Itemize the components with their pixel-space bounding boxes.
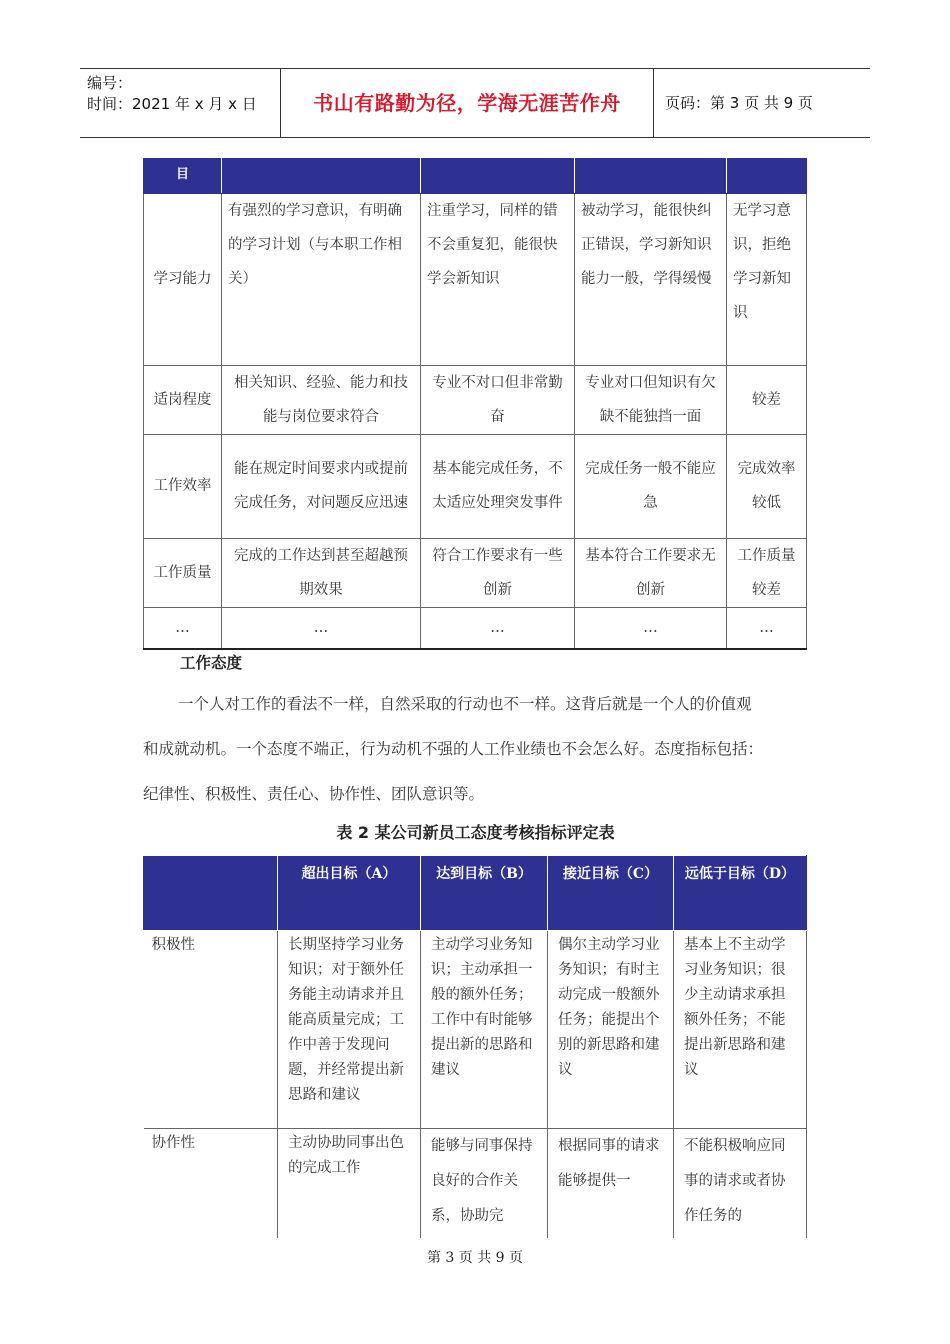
cell-b: 符合工作要求有一些创新 <box>421 538 575 607</box>
cell-d: 基本上不主动学习业务知识；很少主动请求承担额外任务；不能提出新思路和建议 <box>674 931 807 1129</box>
table-row <box>144 931 807 1129</box>
table-row <box>144 607 807 649</box>
cell-b: 基本能完成任务，不太适应处理突发事件 <box>421 434 575 538</box>
page-footer: 第 3 页 共 9 页 <box>426 1250 524 1266</box>
table-header-cell: 远低于目标（D） <box>674 856 807 931</box>
cell-c: … <box>575 607 727 649</box>
table-header-cell <box>144 856 278 931</box>
paragraph-line: 纪律性、积极性、责任心、协作性、团队意识等。 <box>143 785 485 803</box>
table-header-cell: 目 <box>144 158 222 193</box>
cell-a: 主动协助同事出色的完成工作 <box>278 1129 421 1239</box>
cell-a: 完成的工作达到甚至超越预期效果 <box>222 538 421 607</box>
cell-b: 专业不对口但非常勤奋 <box>421 365 575 434</box>
header-meta <box>80 69 281 137</box>
cell-a: 能在规定时间要求内或提前完成任务，对问题反应迅速 <box>222 434 421 538</box>
cell-d: … <box>727 607 807 649</box>
table-header-cell <box>575 158 727 193</box>
table-header-cell <box>421 158 575 193</box>
cell-d: 较差 <box>727 365 807 434</box>
row-label: 学习能力 <box>144 193 222 365</box>
time-label: 时间：2021 年 x 月 x 日 <box>87 95 257 113</box>
cell-c: 基本符合工作要求无创新 <box>575 538 727 607</box>
table-row <box>144 365 807 434</box>
header-motto: 书山有路勤为径，学海无涯苦作舟 <box>281 69 654 137</box>
cell-b: … <box>421 607 575 649</box>
row-label: 协作性 <box>144 1129 278 1239</box>
row-label: … <box>144 607 222 649</box>
serial-label: 编号： <box>87 74 133 92</box>
table-row <box>144 193 807 365</box>
table-header-cell <box>727 158 807 193</box>
table-header-cell <box>222 158 421 193</box>
cell-d: 工作质量较差 <box>727 538 807 607</box>
table-header-cell: 超出目标（A） <box>278 856 421 931</box>
cell-a: 有强烈的学习意识，有明确的学习计划（与本职工作相关） <box>222 193 421 365</box>
paragraph-line: 和成就动机。一个态度不端正，行为动机不强的人工作业绩也不会怎么好。态度指标包括： <box>143 740 764 758</box>
table-header-row <box>144 158 807 193</box>
page-header <box>80 68 870 138</box>
attitude-table <box>143 855 807 1238</box>
table-row <box>144 434 807 538</box>
header-page-label: 页码：第 3 页 共 9 页 <box>665 94 813 112</box>
cell-c: 完成任务一般不能应急 <box>575 434 727 538</box>
row-label: 工作效率 <box>144 434 222 538</box>
table-header-row <box>144 856 807 931</box>
row-label: 适岗程度 <box>144 365 222 434</box>
cell-a: 相关知识、经验、能力和技能与岗位要求符合 <box>222 365 421 434</box>
cell-c: 被动学习，能很快纠正错误，学习新知识能力一般，学得缓慢 <box>575 193 727 365</box>
cell-c: 专业对口但知识有欠缺不能独挡一面 <box>575 365 727 434</box>
section-heading: 工作态度 <box>180 654 243 672</box>
ability-table <box>143 158 807 650</box>
table-header-cell: 接近目标（C） <box>548 856 674 931</box>
cell-c: 根据同事的请求能够提供一 <box>548 1129 674 1239</box>
cell-c: 偶尔主动学习业务知识；有时主动完成一般额外任务；能提出个别的新思路和建议 <box>548 931 674 1129</box>
cell-b: 注重学习，同样的错不会重复犯，能很快学会新知识 <box>421 193 575 365</box>
table-row <box>144 1129 807 1239</box>
paragraph-line: 一个人对工作的看法不一样，自然采取的行动也不一样。这背后就是一个人的价值观 <box>178 695 752 713</box>
table-row <box>144 538 807 607</box>
cell-d: 无学习意识，拒绝学习新知识 <box>727 193 807 365</box>
cell-d: 完成效率较低 <box>727 434 807 538</box>
row-label: 积极性 <box>144 931 278 1129</box>
table-caption: 表 2 某公司新员工态度考核指标评定表 <box>336 823 615 842</box>
cell-d: 不能积极响应同事的请求或者协作任务的 <box>674 1129 807 1239</box>
row-label: 工作质量 <box>144 538 222 607</box>
cell-b: 主动学习业务知识；主动承担一般的额外任务；工作中有时能够提出新的思路和建议 <box>421 931 548 1129</box>
cell-a: … <box>222 607 421 649</box>
cell-a: 长期坚持学习业务知识；对于额外任务能主动请求并且能高质量完成；工作中善于发现问题，并经常提出新思路和建议 <box>278 931 421 1129</box>
table-header-cell: 达到目标（B） <box>421 856 548 931</box>
cell-b: 能够与同事保持良好的合作关系，协助完 <box>421 1129 548 1239</box>
